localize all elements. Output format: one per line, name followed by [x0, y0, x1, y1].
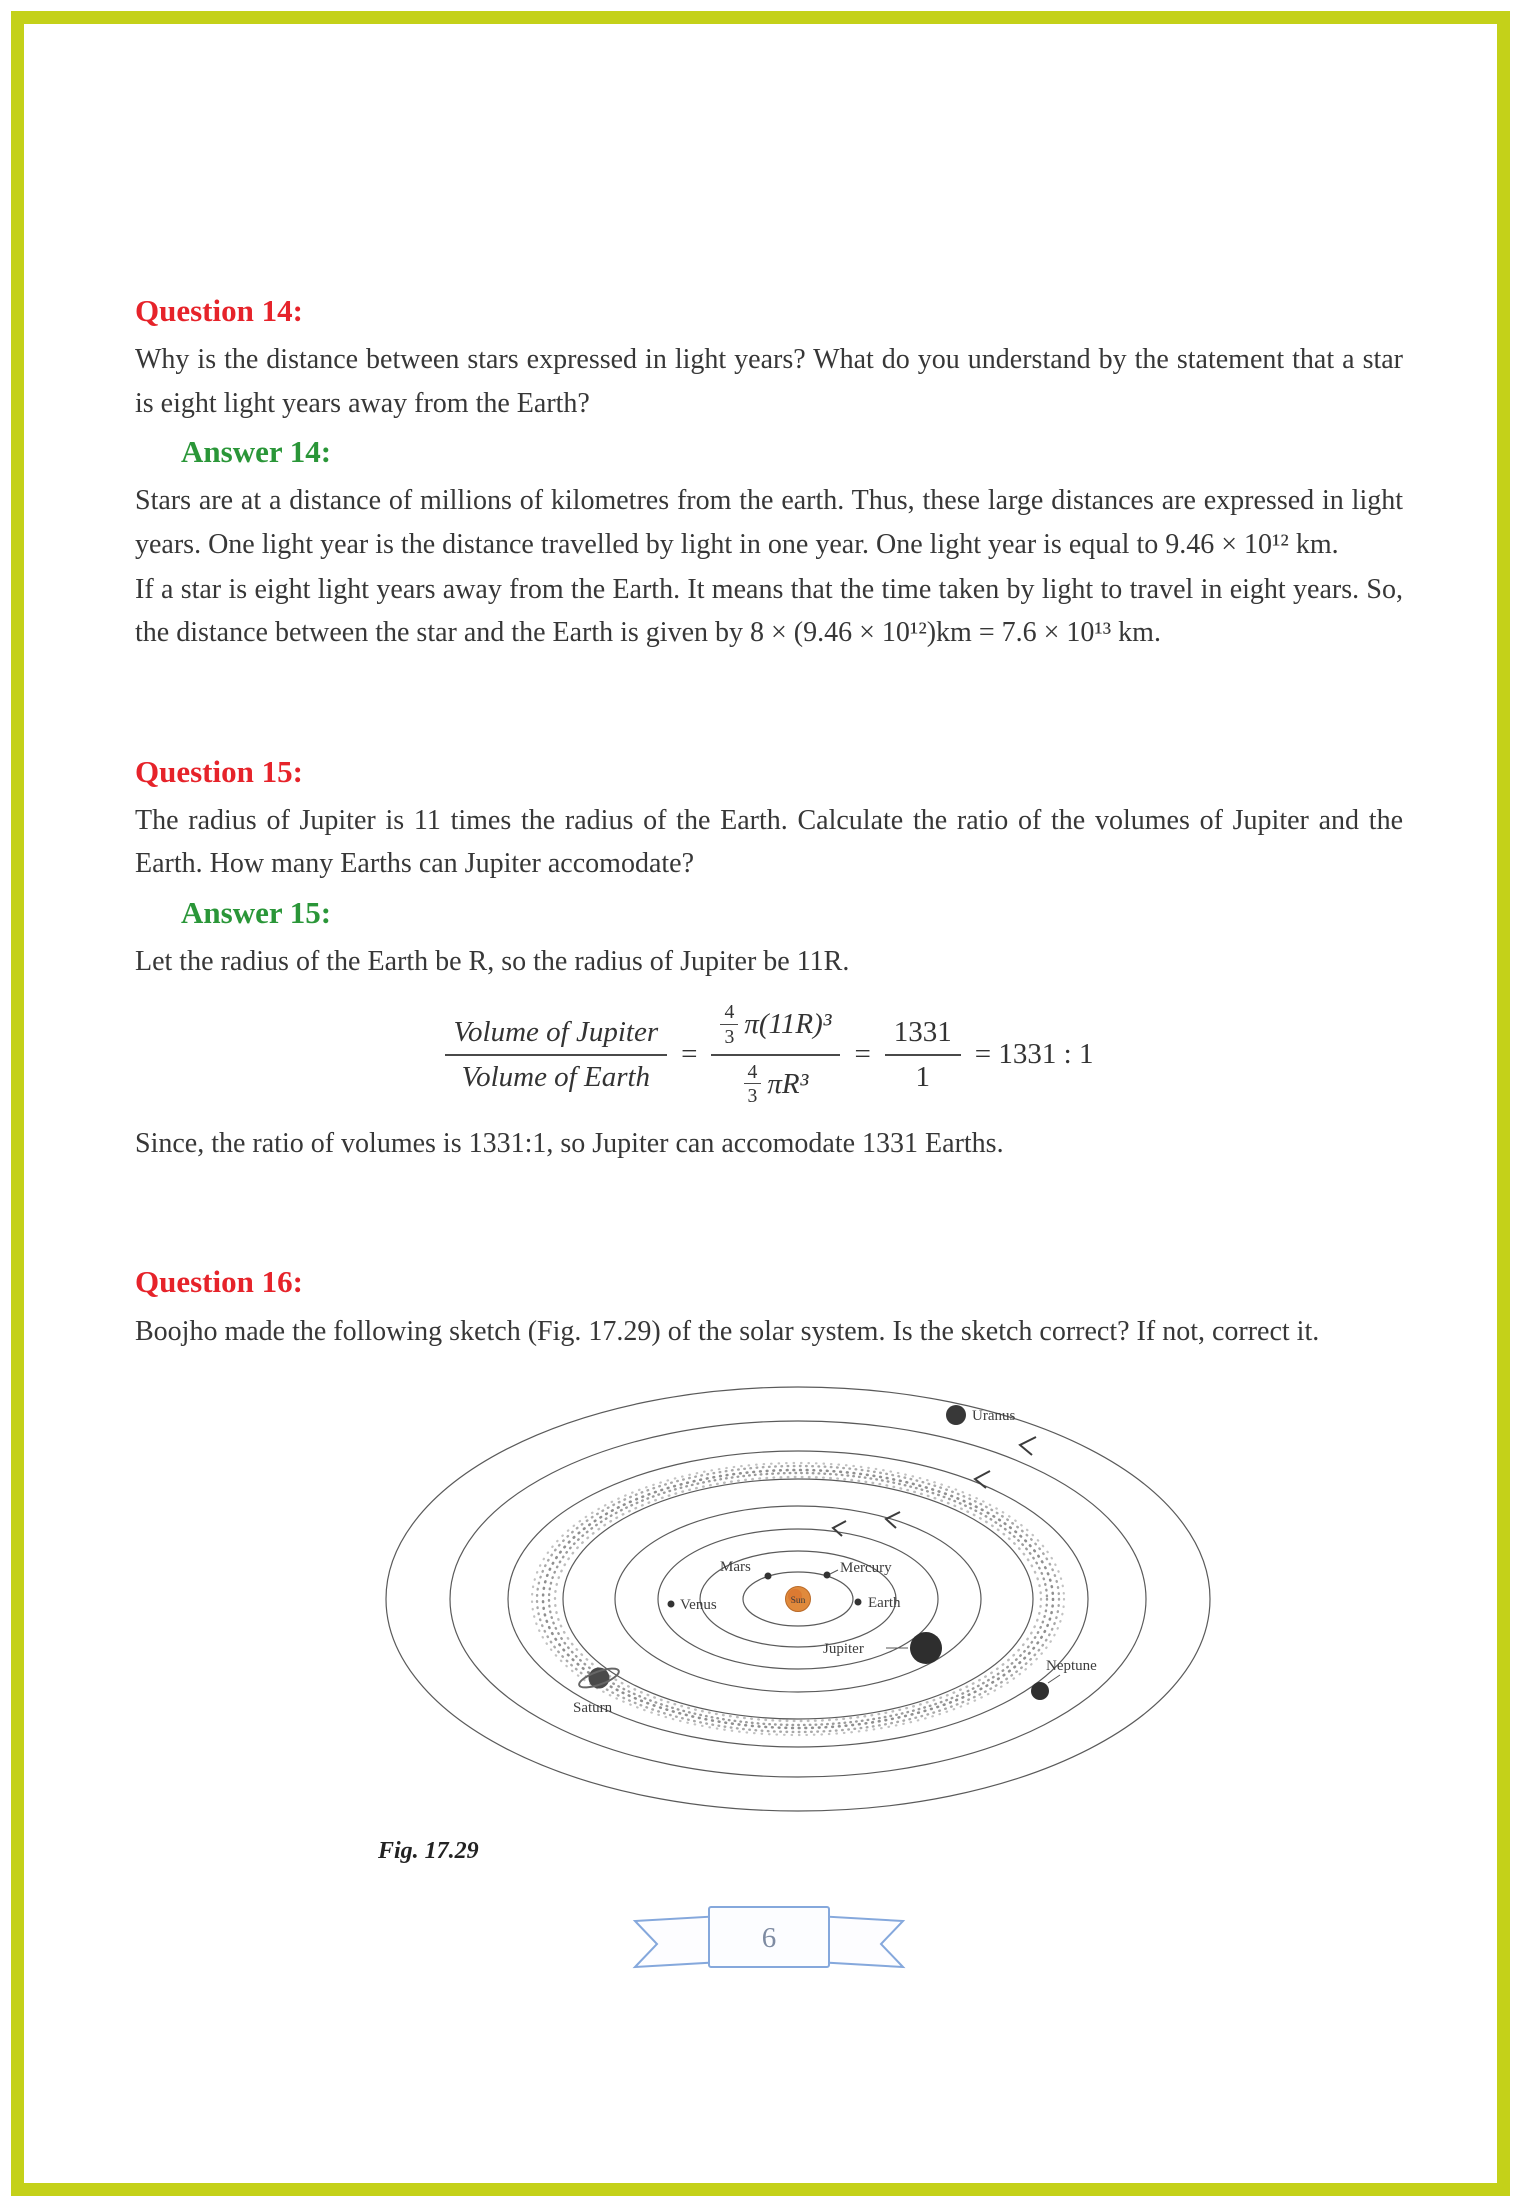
- mars-planet: [765, 1572, 772, 1579]
- answer-14-paragraph-2: If a star is eight light years away from the Earth. It means that the time taken by light to travel in eight years. So, the distance between the star and the Earth is given by 8 × (9.46 × 10¹²)km = 7.6 × 10¹³ km.: [135, 573, 1403, 649]
- neptune-label: Neptune: [1046, 1657, 1097, 1674]
- mercury-leader-line: [830, 1570, 838, 1574]
- coef-denominator: 3: [747, 1085, 758, 1108]
- question-15-heading: Question 15:: [135, 753, 303, 789]
- earth-planet: [855, 1598, 862, 1605]
- equals-sign-2: =: [854, 1038, 871, 1071]
- coef-numerator: 4: [720, 1001, 738, 1025]
- middle-fraction: [711, 1001, 840, 1108]
- question-16-heading: Question 16:: [135, 1264, 303, 1300]
- question-16-text: Boojho made the following sketch (Fig. 17.29) of the solar system. Is the sketch correct? If not, correct it.: [135, 1315, 1320, 1347]
- uranus-planet: [946, 1405, 966, 1425]
- answer-15-intro: Let the radius of the Earth be R, so the radius of Jupiter be 11R.: [135, 945, 850, 977]
- jupiter-planet: [910, 1632, 942, 1664]
- figure-caption: Fig. 17.29: [378, 1837, 479, 1864]
- question-15-section: [135, 753, 1403, 1166]
- lhs-numerator: Volume of Jupiter: [445, 1016, 668, 1056]
- mercury-label: Mercury: [840, 1559, 892, 1576]
- arrow-icon: [1020, 1437, 1036, 1455]
- mercury-planet: [824, 1571, 831, 1578]
- venus-planet: [668, 1600, 675, 1607]
- page-number: 6: [761, 1921, 777, 1954]
- equals-sign-1: =: [681, 1038, 698, 1071]
- lhs-denominator: Volume of Earth: [461, 1060, 651, 1093]
- sun-label: Sun: [790, 1595, 806, 1606]
- question-14-section: [135, 292, 1403, 655]
- four-thirds-fraction: [744, 1061, 762, 1108]
- mars-label: Mars: [720, 1558, 751, 1575]
- page-content: [135, 292, 1403, 1985]
- neptune-leader-line: [1048, 1675, 1060, 1683]
- ratio-result: = 1331 : 1: [974, 1038, 1094, 1071]
- answer-15-heading: Answer 15:: [181, 894, 332, 930]
- rhs-fraction: [885, 1016, 961, 1094]
- sun: [786, 1586, 811, 1611]
- coef-denominator: 3: [724, 1025, 735, 1048]
- jupiter-label: Jupiter: [823, 1640, 864, 1657]
- neptune-planet: [1031, 1682, 1049, 1700]
- lhs-fraction: [445, 1016, 668, 1094]
- middle-denominator-tail: πR³: [767, 1067, 809, 1100]
- coef-numerator: 4: [744, 1061, 762, 1085]
- rhs-denominator: 1: [915, 1060, 931, 1093]
- solar-system-figure-block: [368, 1379, 1248, 1865]
- question-16-section: [135, 1263, 1403, 1865]
- uranus-label: Uranus: [972, 1407, 1016, 1424]
- question-14-heading: Question 14:: [135, 293, 303, 328]
- question-14-text: Why is the distance between stars expressed in light years? What do you understand by the statement that a star is eight light years away from the Earth?: [135, 344, 1403, 419]
- answer-15-conclusion: Since, the ratio of volumes is 1331:1, so Jupiter can accomodate 1331 Earths.: [135, 1127, 1004, 1159]
- question-15-text: The radius of Jupiter is 11 times the radius of the Earth. Calculate the ratio of the volumes of Jupiter and the Earth. How many Earths can Jupiter accomodate?: [135, 804, 1403, 880]
- four-thirds-fraction: [720, 1001, 738, 1048]
- volume-ratio-equation: [135, 1001, 1403, 1108]
- venus-label: Venus: [680, 1596, 717, 1613]
- ribbon-banner: [619, 1885, 919, 1985]
- middle-numerator: [711, 1001, 840, 1055]
- middle-numerator-tail: π(11R)³: [744, 1008, 832, 1041]
- arrow-icon: [975, 1471, 990, 1488]
- saturn-label: Saturn: [573, 1699, 613, 1716]
- earth-label: Earth: [868, 1594, 901, 1611]
- rhs-numerator: 1331: [885, 1016, 961, 1056]
- answer-14-paragraph-1: Stars are at a distance of millions of kilometres from the earth. Thus, these large distances are expressed in light years. One light year is the distance travelled by light in one year. One light year is equal to 9.46 × 10¹² km.: [135, 485, 1403, 560]
- page-number-ribbon: [135, 1885, 1403, 1985]
- arrow-icon: [833, 1521, 846, 1536]
- answer-14-heading: Answer 14:: [181, 433, 332, 469]
- solar-system-sketch: [368, 1379, 1228, 1829]
- middle-denominator: [744, 1056, 809, 1108]
